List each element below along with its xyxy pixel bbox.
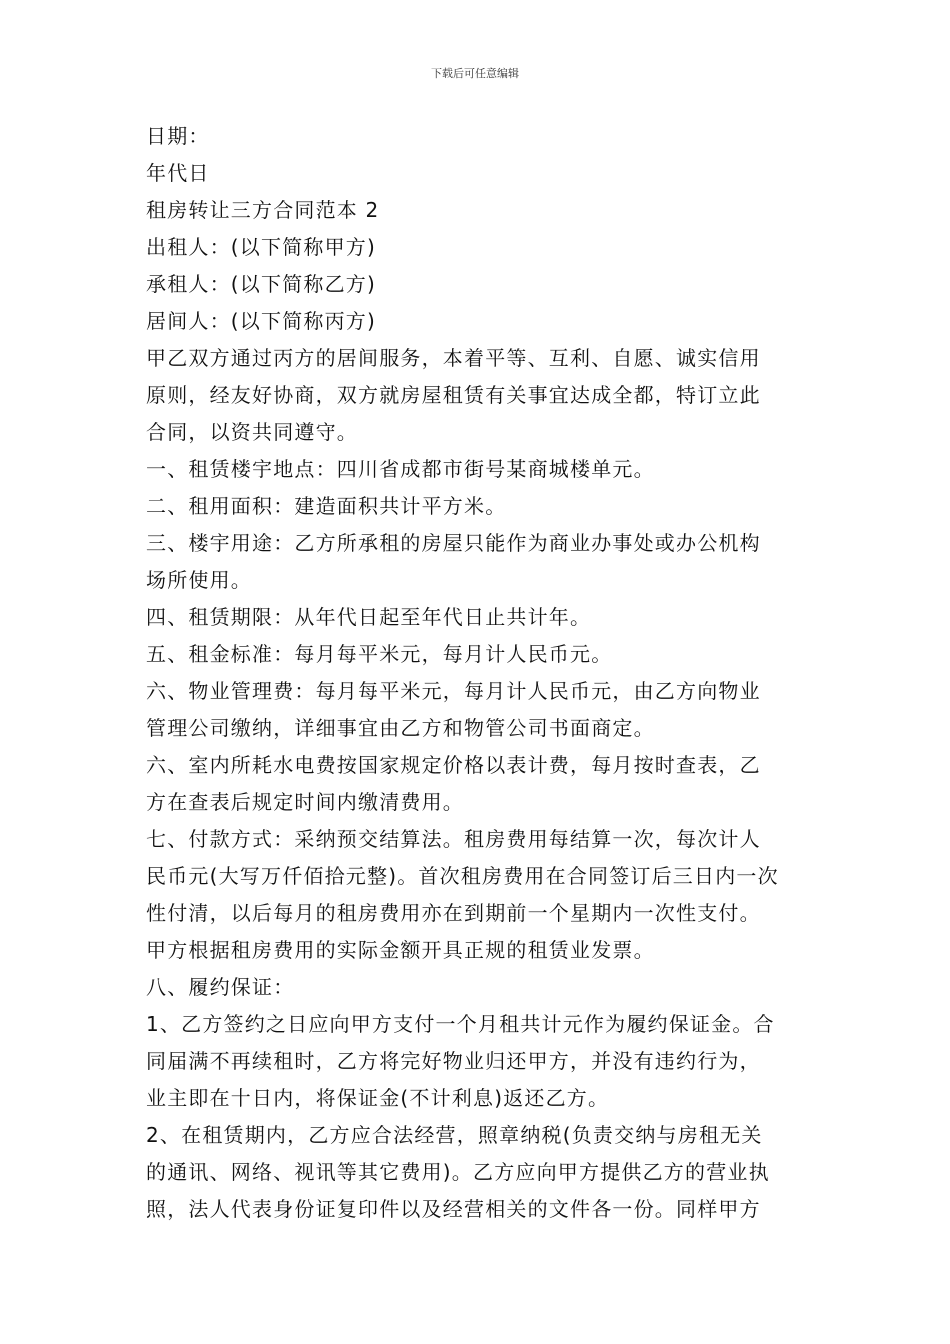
clause-term: 四、租赁期限：从年代日起至年代日止共计年。	[146, 605, 592, 629]
text-line: 场所使用。	[146, 568, 252, 592]
party-lessor: 出租人：(以下简称甲方)	[146, 235, 377, 259]
text-line: 原则，经友好协商，双方就房屋租赁有关事宜达成全都，特订立此	[146, 383, 761, 407]
header-note: 下载后可任意编辑	[431, 67, 519, 80]
clause-location: 一、租赁楼宇地点：四川省成都市街号某商城楼单元。	[146, 457, 655, 481]
date-value: 年代日	[146, 161, 210, 185]
text-line: 同届满不再续租时，乙方将完好物业归还甲方，并没有违约行为，	[146, 1049, 761, 1073]
text-line: 甲乙双方通过丙方的居间服务，本着平等、互利、自愿、诚实信用	[146, 346, 761, 370]
party-lessee: 承租人：(以下简称乙方)	[146, 272, 377, 296]
clause-rent: 五、租金标准：每月每平米元，每月计人民币元。	[146, 642, 613, 666]
text-line: 甲方根据租房费用的实际金额开具正规的租赁业发票。	[146, 938, 655, 962]
text-line: 业主即在十日内，将保证金(不计利息)返还乙方。	[146, 1086, 610, 1110]
clause-guarantee: 八、履约保证：	[146, 975, 295, 999]
clause-payment: 七、付款方式：采纳预交结算法。租房费用每结算一次，每次计人	[146, 827, 761, 851]
text-line: 照，法人代表身份证复印件以及经营相关的文件各一份。同样甲方	[146, 1197, 761, 1221]
guarantee-item-1: 1、乙方签约之日应向甲方支付一个月租共计元作为履约保证金。合	[146, 1012, 775, 1036]
clause-utilities: 六、室内所耗水电费按国家规定价格以表计费，每月按时查表，乙	[146, 753, 761, 777]
party-intermediary: 居间人：(以下简称丙方)	[146, 309, 377, 333]
document-body	[146, 118, 806, 1228]
text-line: 管理公司缴纳，详细事宜由乙方和物管公司书面商定。	[146, 716, 655, 740]
document-title: 租房转让三方合同范本 2	[146, 198, 380, 222]
text-line: 民币元(大写万仟佰拾元整)。首次租房费用在合同签订后三日内一次	[146, 864, 779, 888]
clause-usage: 三、楼宇用途：乙方所承租的房屋只能作为商业办事处或办公机构	[146, 531, 761, 555]
text-line: 方在查表后规定时间内缴清费用。	[146, 790, 464, 814]
clause-management-fee: 六、物业管理费：每月每平米元，每月计人民币元，由乙方向物业	[146, 679, 761, 703]
text-line: 性付清，以后每月的租房费用亦在到期前一个星期内一次性支付。	[146, 901, 761, 925]
guarantee-item-2: 2、在租赁期内，乙方应合法经营，照章纳税(负责交纳与房租无关	[146, 1123, 763, 1147]
text-line: 的通讯、网络、视讯等其它费用)。乙方应向甲方提供乙方的营业执	[146, 1160, 770, 1184]
date-label: 日期：	[146, 124, 210, 148]
text-line: 合同，以资共同遵守。	[146, 420, 358, 444]
clause-area: 二、租用面积：建造面积共计平方米。	[146, 494, 507, 518]
